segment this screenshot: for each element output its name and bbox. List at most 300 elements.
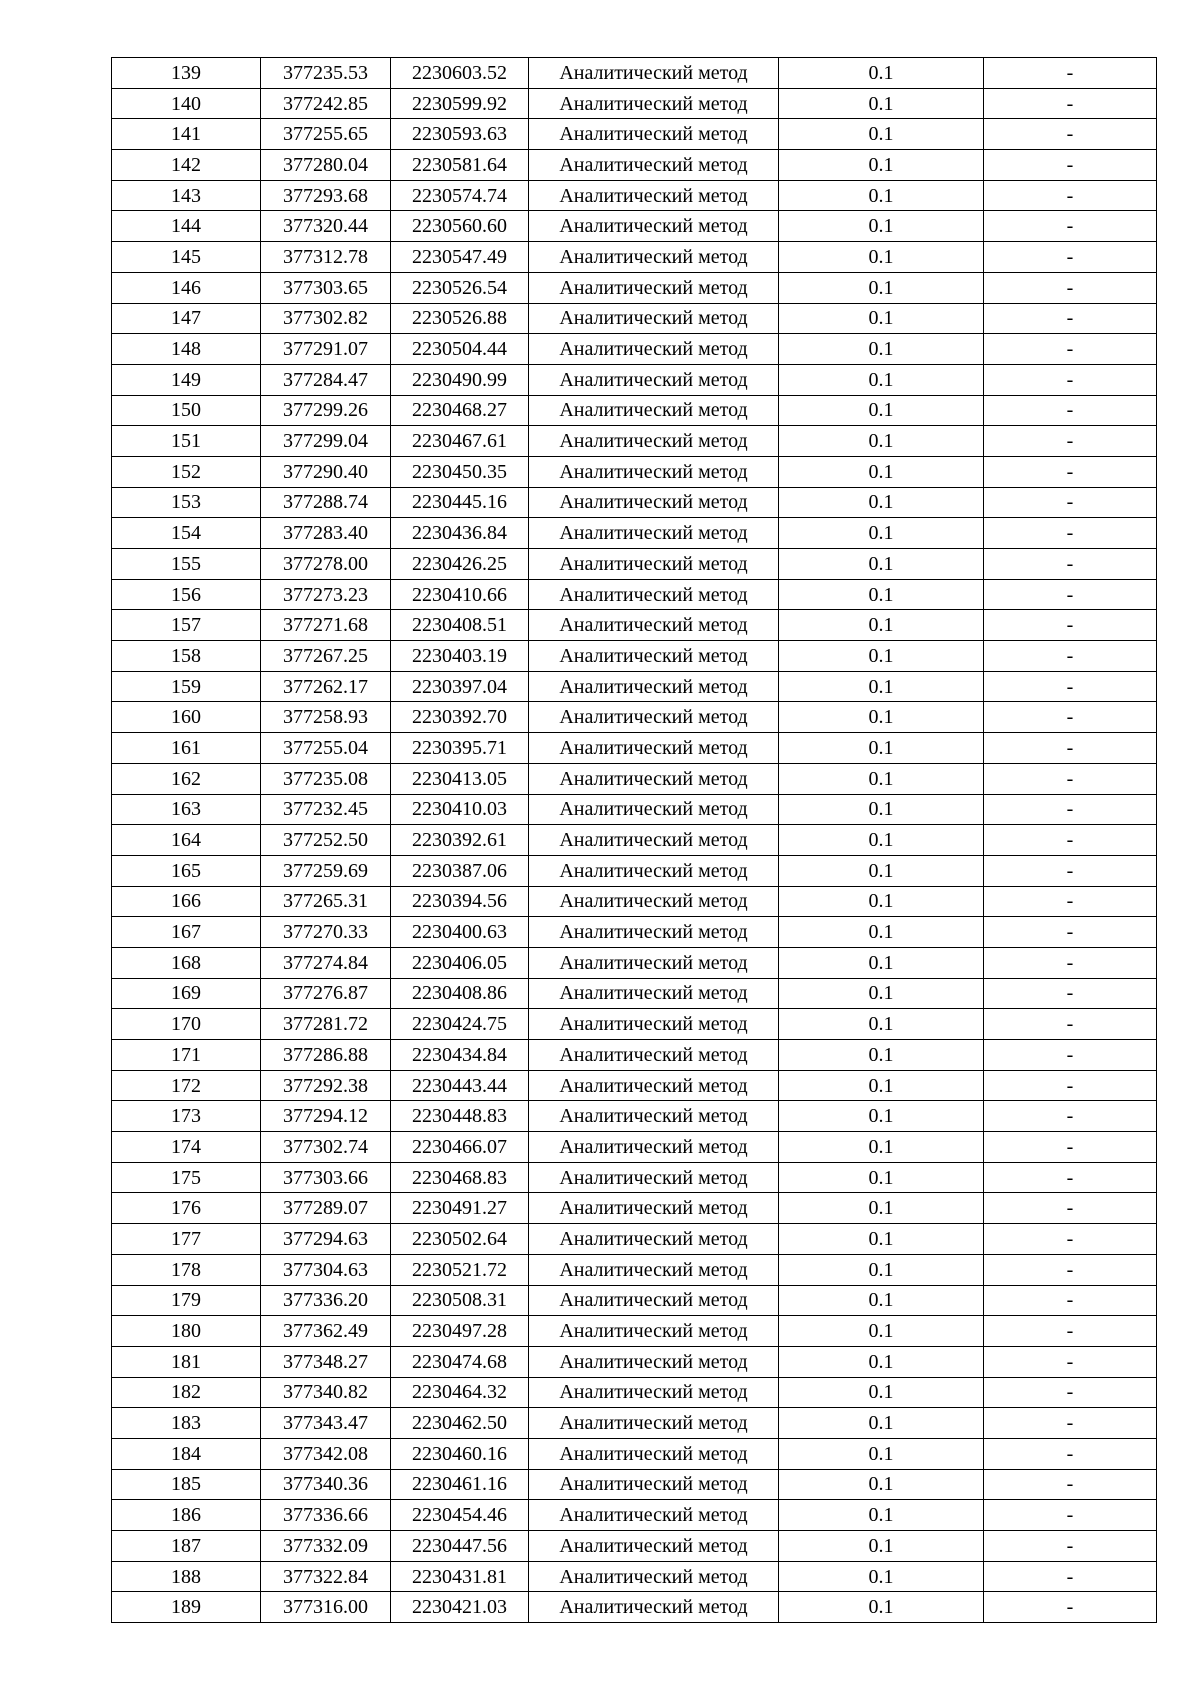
x-coordinate-cell: 377235.53 [261, 58, 391, 89]
x-coordinate-cell: 377348.27 [261, 1346, 391, 1377]
x-coordinate-cell: 377255.65 [261, 119, 391, 150]
description-cell: - [984, 1009, 1157, 1040]
point-number-cell: 150 [112, 395, 261, 426]
accuracy-cell: 0.1 [779, 763, 984, 794]
x-coordinate-cell: 377302.82 [261, 303, 391, 334]
x-coordinate-cell: 377283.40 [261, 518, 391, 549]
description-cell: - [984, 364, 1157, 395]
method-cell: Аналитический метод [529, 1377, 779, 1408]
point-number-cell: 166 [112, 886, 261, 917]
description-cell: - [984, 1531, 1157, 1562]
accuracy-cell: 0.1 [779, 733, 984, 764]
table-row [112, 242, 1157, 273]
accuracy-cell: 0.1 [779, 1070, 984, 1101]
method-cell: Аналитический метод [529, 1224, 779, 1255]
method-cell: Аналитический метод [529, 825, 779, 856]
accuracy-cell: 0.1 [779, 1224, 984, 1255]
method-cell: Аналитический метод [529, 1408, 779, 1439]
point-number-cell: 147 [112, 303, 261, 334]
table-row [112, 1132, 1157, 1163]
x-coordinate-cell: 377342.08 [261, 1438, 391, 1469]
accuracy-cell: 0.1 [779, 1040, 984, 1071]
accuracy-cell: 0.1 [779, 1162, 984, 1193]
x-coordinate-cell: 377332.09 [261, 1531, 391, 1562]
method-cell: Аналитический метод [529, 1193, 779, 1224]
description-cell: - [984, 825, 1157, 856]
x-coordinate-cell: 377291.07 [261, 334, 391, 365]
x-coordinate-cell: 377362.49 [261, 1316, 391, 1347]
method-cell: Аналитический метод [529, 303, 779, 334]
description-cell: - [984, 579, 1157, 610]
table-row [112, 303, 1157, 334]
x-coordinate-cell: 377294.63 [261, 1224, 391, 1255]
y-coordinate-cell: 2230408.51 [391, 610, 529, 641]
point-number-cell: 156 [112, 579, 261, 610]
table-row [112, 1193, 1157, 1224]
point-number-cell: 144 [112, 211, 261, 242]
y-coordinate-cell: 2230403.19 [391, 641, 529, 672]
accuracy-cell: 0.1 [779, 610, 984, 641]
x-coordinate-cell: 377235.08 [261, 763, 391, 794]
method-cell: Аналитический метод [529, 1346, 779, 1377]
point-number-cell: 140 [112, 88, 261, 119]
x-coordinate-cell: 377270.33 [261, 917, 391, 948]
description-cell: - [984, 1070, 1157, 1101]
point-number-cell: 185 [112, 1469, 261, 1500]
method-cell: Аналитический метод [529, 917, 779, 948]
point-number-cell: 188 [112, 1561, 261, 1592]
accuracy-cell: 0.1 [779, 947, 984, 978]
y-coordinate-cell: 2230468.83 [391, 1162, 529, 1193]
x-coordinate-cell: 377232.45 [261, 794, 391, 825]
description-cell: - [984, 1438, 1157, 1469]
y-coordinate-cell: 2230547.49 [391, 242, 529, 273]
x-coordinate-cell: 377273.23 [261, 579, 391, 610]
y-coordinate-cell: 2230464.32 [391, 1377, 529, 1408]
x-coordinate-cell: 377340.82 [261, 1377, 391, 1408]
accuracy-cell: 0.1 [779, 1254, 984, 1285]
table-row [112, 671, 1157, 702]
y-coordinate-cell: 2230508.31 [391, 1285, 529, 1316]
table-row [112, 549, 1157, 580]
point-number-cell: 167 [112, 917, 261, 948]
table-row [112, 733, 1157, 764]
table-row [112, 150, 1157, 181]
accuracy-cell: 0.1 [779, 1408, 984, 1439]
description-cell: - [984, 119, 1157, 150]
x-coordinate-cell: 377259.69 [261, 855, 391, 886]
y-coordinate-cell: 2230526.54 [391, 272, 529, 303]
point-number-cell: 141 [112, 119, 261, 150]
x-coordinate-cell: 377262.17 [261, 671, 391, 702]
method-cell: Аналитический метод [529, 702, 779, 733]
point-number-cell: 157 [112, 610, 261, 641]
y-coordinate-cell: 2230504.44 [391, 334, 529, 365]
method-cell: Аналитический метод [529, 794, 779, 825]
accuracy-cell: 0.1 [779, 88, 984, 119]
accuracy-cell: 0.1 [779, 1132, 984, 1163]
method-cell: Аналитический метод [529, 1469, 779, 1500]
accuracy-cell: 0.1 [779, 671, 984, 702]
method-cell: Аналитический метод [529, 1009, 779, 1040]
x-coordinate-cell: 377288.74 [261, 487, 391, 518]
point-number-cell: 186 [112, 1500, 261, 1531]
point-number-cell: 152 [112, 456, 261, 487]
y-coordinate-cell: 2230394.56 [391, 886, 529, 917]
table-row [112, 1162, 1157, 1193]
y-coordinate-cell: 2230461.16 [391, 1469, 529, 1500]
x-coordinate-cell: 377304.63 [261, 1254, 391, 1285]
table-row [112, 1377, 1157, 1408]
x-coordinate-cell: 377320.44 [261, 211, 391, 242]
method-cell: Аналитический метод [529, 180, 779, 211]
y-coordinate-cell: 2230424.75 [391, 1009, 529, 1040]
table-row [112, 88, 1157, 119]
method-cell: Аналитический метод [529, 671, 779, 702]
accuracy-cell: 0.1 [779, 579, 984, 610]
table-row [112, 579, 1157, 610]
table-row [112, 947, 1157, 978]
method-cell: Аналитический метод [529, 1592, 779, 1623]
point-number-cell: 159 [112, 671, 261, 702]
method-cell: Аналитический метод [529, 426, 779, 457]
accuracy-cell: 0.1 [779, 211, 984, 242]
table-row [112, 426, 1157, 457]
method-cell: Аналитический метод [529, 1132, 779, 1163]
method-cell: Аналитический метод [529, 886, 779, 917]
table-row [112, 211, 1157, 242]
table-row [112, 825, 1157, 856]
method-cell: Аналитический метод [529, 1040, 779, 1071]
method-cell: Аналитический метод [529, 1101, 779, 1132]
x-coordinate-cell: 377286.88 [261, 1040, 391, 1071]
method-cell: Аналитический метод [529, 1500, 779, 1531]
x-coordinate-cell: 377289.07 [261, 1193, 391, 1224]
description-cell: - [984, 794, 1157, 825]
point-number-cell: 142 [112, 150, 261, 181]
description-cell: - [984, 763, 1157, 794]
table-row [112, 1500, 1157, 1531]
accuracy-cell: 0.1 [779, 1193, 984, 1224]
y-coordinate-cell: 2230490.99 [391, 364, 529, 395]
table-row [112, 456, 1157, 487]
coordinates-table [111, 57, 1157, 1623]
method-cell: Аналитический метод [529, 88, 779, 119]
x-coordinate-cell: 377299.04 [261, 426, 391, 457]
y-coordinate-cell: 2230410.66 [391, 579, 529, 610]
method-cell: Аналитический метод [529, 610, 779, 641]
description-cell: - [984, 1285, 1157, 1316]
y-coordinate-cell: 2230436.84 [391, 518, 529, 549]
y-coordinate-cell: 2230502.64 [391, 1224, 529, 1255]
y-coordinate-cell: 2230599.92 [391, 88, 529, 119]
method-cell: Аналитический метод [529, 641, 779, 672]
accuracy-cell: 0.1 [779, 1346, 984, 1377]
accuracy-cell: 0.1 [779, 825, 984, 856]
accuracy-cell: 0.1 [779, 917, 984, 948]
description-cell: - [984, 1193, 1157, 1224]
description-cell: - [984, 1224, 1157, 1255]
table-row [112, 917, 1157, 948]
point-number-cell: 154 [112, 518, 261, 549]
x-coordinate-cell: 377278.00 [261, 549, 391, 580]
accuracy-cell: 0.1 [779, 978, 984, 1009]
description-cell: - [984, 242, 1157, 273]
method-cell: Аналитический метод [529, 456, 779, 487]
point-number-cell: 146 [112, 272, 261, 303]
description-cell: - [984, 272, 1157, 303]
description-cell: - [984, 917, 1157, 948]
table-row [112, 1592, 1157, 1623]
coordinates-table-body [112, 58, 1157, 1623]
x-coordinate-cell: 377290.40 [261, 456, 391, 487]
table-row [112, 978, 1157, 1009]
accuracy-cell: 0.1 [779, 855, 984, 886]
point-number-cell: 183 [112, 1408, 261, 1439]
point-number-cell: 155 [112, 549, 261, 580]
description-cell: - [984, 487, 1157, 518]
method-cell: Аналитический метод [529, 1438, 779, 1469]
accuracy-cell: 0.1 [779, 641, 984, 672]
y-coordinate-cell: 2230406.05 [391, 947, 529, 978]
point-number-cell: 184 [112, 1438, 261, 1469]
x-coordinate-cell: 377292.38 [261, 1070, 391, 1101]
x-coordinate-cell: 377316.00 [261, 1592, 391, 1623]
accuracy-cell: 0.1 [779, 1592, 984, 1623]
method-cell: Аналитический метод [529, 334, 779, 365]
x-coordinate-cell: 377343.47 [261, 1408, 391, 1439]
y-coordinate-cell: 2230443.44 [391, 1070, 529, 1101]
y-coordinate-cell: 2230397.04 [391, 671, 529, 702]
point-number-cell: 181 [112, 1346, 261, 1377]
description-cell: - [984, 1377, 1157, 1408]
method-cell: Аналитический метод [529, 855, 779, 886]
point-number-cell: 139 [112, 58, 261, 89]
y-coordinate-cell: 2230466.07 [391, 1132, 529, 1163]
point-number-cell: 164 [112, 825, 261, 856]
x-coordinate-cell: 377294.12 [261, 1101, 391, 1132]
description-cell: - [984, 886, 1157, 917]
x-coordinate-cell: 377267.25 [261, 641, 391, 672]
method-cell: Аналитический метод [529, 947, 779, 978]
y-coordinate-cell: 2230593.63 [391, 119, 529, 150]
point-number-cell: 170 [112, 1009, 261, 1040]
accuracy-cell: 0.1 [779, 272, 984, 303]
accuracy-cell: 0.1 [779, 518, 984, 549]
y-coordinate-cell: 2230526.88 [391, 303, 529, 334]
description-cell: - [984, 456, 1157, 487]
description-cell: - [984, 978, 1157, 1009]
x-coordinate-cell: 377336.66 [261, 1500, 391, 1531]
accuracy-cell: 0.1 [779, 1377, 984, 1408]
description-cell: - [984, 1316, 1157, 1347]
y-coordinate-cell: 2230491.27 [391, 1193, 529, 1224]
x-coordinate-cell: 377303.65 [261, 272, 391, 303]
x-coordinate-cell: 377302.74 [261, 1132, 391, 1163]
y-coordinate-cell: 2230413.05 [391, 763, 529, 794]
point-number-cell: 153 [112, 487, 261, 518]
table-row [112, 1561, 1157, 1592]
point-number-cell: 182 [112, 1377, 261, 1408]
y-coordinate-cell: 2230431.81 [391, 1561, 529, 1592]
description-cell: - [984, 1500, 1157, 1531]
x-coordinate-cell: 377299.26 [261, 395, 391, 426]
table-row [112, 1101, 1157, 1132]
point-number-cell: 177 [112, 1224, 261, 1255]
x-coordinate-cell: 377336.20 [261, 1285, 391, 1316]
point-number-cell: 148 [112, 334, 261, 365]
accuracy-cell: 0.1 [779, 180, 984, 211]
method-cell: Аналитический метод [529, 549, 779, 580]
y-coordinate-cell: 2230448.83 [391, 1101, 529, 1132]
x-coordinate-cell: 377274.84 [261, 947, 391, 978]
method-cell: Аналитический метод [529, 272, 779, 303]
x-coordinate-cell: 377265.31 [261, 886, 391, 917]
table-row [112, 763, 1157, 794]
method-cell: Аналитический метод [529, 211, 779, 242]
x-coordinate-cell: 377340.36 [261, 1469, 391, 1500]
table-row [112, 487, 1157, 518]
x-coordinate-cell: 377281.72 [261, 1009, 391, 1040]
x-coordinate-cell: 377252.50 [261, 825, 391, 856]
description-cell: - [984, 211, 1157, 242]
x-coordinate-cell: 377322.84 [261, 1561, 391, 1592]
x-coordinate-cell: 377303.66 [261, 1162, 391, 1193]
point-number-cell: 161 [112, 733, 261, 764]
y-coordinate-cell: 2230450.35 [391, 456, 529, 487]
description-cell: - [984, 610, 1157, 641]
x-coordinate-cell: 377258.93 [261, 702, 391, 733]
y-coordinate-cell: 2230581.64 [391, 150, 529, 181]
point-number-cell: 179 [112, 1285, 261, 1316]
description-cell: - [984, 1346, 1157, 1377]
y-coordinate-cell: 2230447.56 [391, 1531, 529, 1562]
method-cell: Аналитический метод [529, 395, 779, 426]
method-cell: Аналитический метод [529, 487, 779, 518]
y-coordinate-cell: 2230408.86 [391, 978, 529, 1009]
table-row [112, 1009, 1157, 1040]
point-number-cell: 171 [112, 1040, 261, 1071]
accuracy-cell: 0.1 [779, 1101, 984, 1132]
table-row [112, 1070, 1157, 1101]
y-coordinate-cell: 2230395.71 [391, 733, 529, 764]
description-cell: - [984, 1408, 1157, 1439]
point-number-cell: 169 [112, 978, 261, 1009]
description-cell: - [984, 88, 1157, 119]
point-number-cell: 149 [112, 364, 261, 395]
description-cell: - [984, 855, 1157, 886]
description-cell: - [984, 395, 1157, 426]
y-coordinate-cell: 2230460.16 [391, 1438, 529, 1469]
point-number-cell: 176 [112, 1193, 261, 1224]
accuracy-cell: 0.1 [779, 119, 984, 150]
table-row [112, 610, 1157, 641]
method-cell: Аналитический метод [529, 1162, 779, 1193]
accuracy-cell: 0.1 [779, 303, 984, 334]
table-row [112, 119, 1157, 150]
y-coordinate-cell: 2230400.63 [391, 917, 529, 948]
description-cell: - [984, 1561, 1157, 1592]
method-cell: Аналитический метод [529, 733, 779, 764]
accuracy-cell: 0.1 [779, 886, 984, 917]
x-coordinate-cell: 377293.68 [261, 180, 391, 211]
method-cell: Аналитический метод [529, 150, 779, 181]
description-cell: - [984, 303, 1157, 334]
accuracy-cell: 0.1 [779, 549, 984, 580]
y-coordinate-cell: 2230474.68 [391, 1346, 529, 1377]
accuracy-cell: 0.1 [779, 242, 984, 273]
method-cell: Аналитический метод [529, 518, 779, 549]
y-coordinate-cell: 2230521.72 [391, 1254, 529, 1285]
description-cell: - [984, 733, 1157, 764]
description-cell: - [984, 641, 1157, 672]
point-number-cell: 175 [112, 1162, 261, 1193]
point-number-cell: 151 [112, 426, 261, 457]
point-number-cell: 143 [112, 180, 261, 211]
table-row [112, 1438, 1157, 1469]
table-row [112, 886, 1157, 917]
table-row [112, 1224, 1157, 1255]
method-cell: Аналитический метод [529, 1531, 779, 1562]
point-number-cell: 168 [112, 947, 261, 978]
table-row [112, 641, 1157, 672]
table-row [112, 794, 1157, 825]
method-cell: Аналитический метод [529, 1254, 779, 1285]
y-coordinate-cell: 2230426.25 [391, 549, 529, 580]
description-cell: - [984, 1040, 1157, 1071]
y-coordinate-cell: 2230574.74 [391, 180, 529, 211]
description-cell: - [984, 518, 1157, 549]
accuracy-cell: 0.1 [779, 1469, 984, 1500]
table-row [112, 1346, 1157, 1377]
accuracy-cell: 0.1 [779, 702, 984, 733]
y-coordinate-cell: 2230392.61 [391, 825, 529, 856]
table-row [112, 180, 1157, 211]
x-coordinate-cell: 377242.85 [261, 88, 391, 119]
y-coordinate-cell: 2230392.70 [391, 702, 529, 733]
accuracy-cell: 0.1 [779, 395, 984, 426]
description-cell: - [984, 180, 1157, 211]
y-coordinate-cell: 2230468.27 [391, 395, 529, 426]
accuracy-cell: 0.1 [779, 487, 984, 518]
accuracy-cell: 0.1 [779, 1316, 984, 1347]
accuracy-cell: 0.1 [779, 1500, 984, 1531]
point-number-cell: 158 [112, 641, 261, 672]
table-row [112, 395, 1157, 426]
y-coordinate-cell: 2230467.61 [391, 426, 529, 457]
method-cell: Аналитический метод [529, 242, 779, 273]
method-cell: Аналитический метод [529, 763, 779, 794]
y-coordinate-cell: 2230445.16 [391, 487, 529, 518]
table-row [112, 334, 1157, 365]
point-number-cell: 173 [112, 1101, 261, 1132]
accuracy-cell: 0.1 [779, 150, 984, 181]
method-cell: Аналитический метод [529, 579, 779, 610]
table-row [112, 855, 1157, 886]
y-coordinate-cell: 2230462.50 [391, 1408, 529, 1439]
y-coordinate-cell: 2230387.06 [391, 855, 529, 886]
y-coordinate-cell: 2230421.03 [391, 1592, 529, 1623]
table-row [112, 518, 1157, 549]
table-row [112, 1408, 1157, 1439]
point-number-cell: 163 [112, 794, 261, 825]
description-cell: - [984, 1162, 1157, 1193]
table-row [112, 272, 1157, 303]
description-cell: - [984, 150, 1157, 181]
point-number-cell: 187 [112, 1531, 261, 1562]
x-coordinate-cell: 377255.04 [261, 733, 391, 764]
method-cell: Аналитический метод [529, 364, 779, 395]
